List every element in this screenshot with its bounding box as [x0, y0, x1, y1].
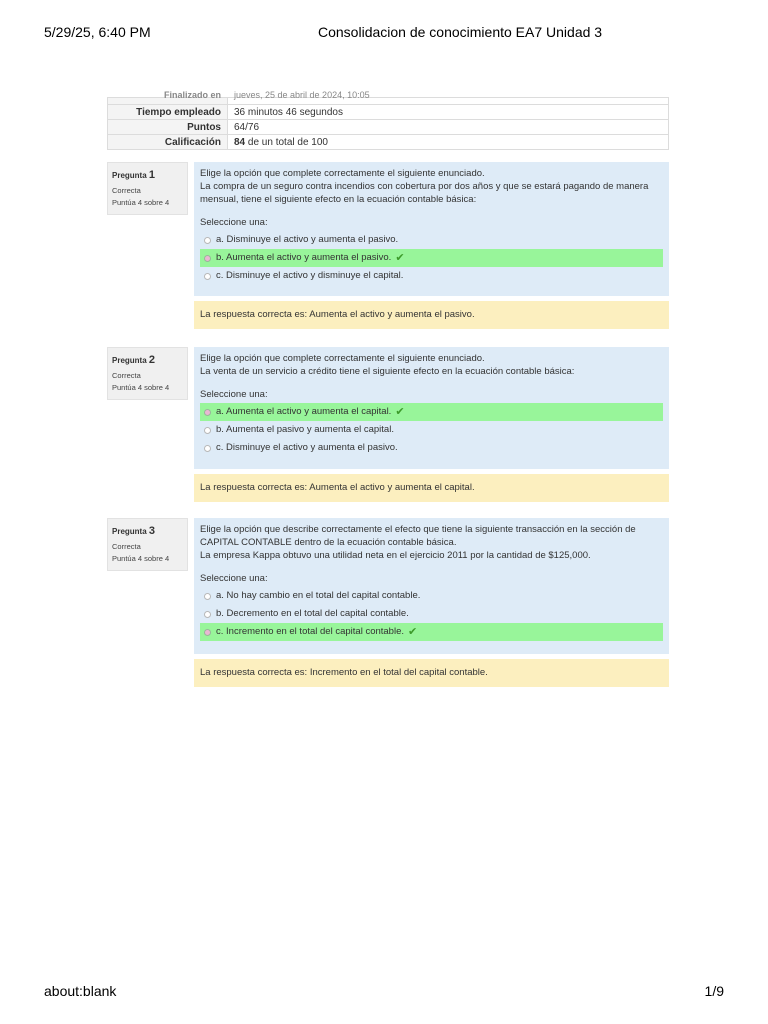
- question-info: [107, 518, 188, 571]
- radio-icon[interactable]: [204, 427, 211, 434]
- select-prompt: Seleccione una:: [200, 217, 268, 228]
- summary-value: [228, 135, 669, 150]
- grade-rest: de un total de 100: [245, 136, 328, 148]
- answer-option[interactable]: [200, 267, 663, 285]
- checkmark-icon: ✔: [395, 406, 405, 418]
- question-line: Elige la opción que complete correctamente el siguiente enunciado.: [200, 353, 485, 364]
- question-line: Elige la opción que complete correctamente el siguiente enunciado.: [200, 168, 485, 179]
- option-label: c. Incremento en el total del capital contable.: [216, 626, 405, 637]
- radio-icon[interactable]: [204, 273, 211, 280]
- question-state: Correcta: [112, 541, 141, 551]
- summary-key: Tiempo empleado: [108, 105, 228, 120]
- question-line: Elige la opción que describe correctamente el efecto que tiene la siguiente transacción en la sección de CAPITAL CONTABLE dentro de la ecuación contable básica.: [200, 524, 636, 548]
- summary-value: 36 minutos 46 segundos: [228, 105, 669, 120]
- question-text-panel: [194, 162, 669, 296]
- question-number: Pregunta 3: [112, 525, 156, 537]
- question-number: Pregunta 1: [112, 169, 156, 181]
- correct-answer-feedback: La respuesta correcta es: Incremento en el total del capital contable.: [194, 659, 669, 687]
- option-label: c. Disminuye el activo y aumenta el pasivo.: [216, 442, 398, 453]
- question-mark: Puntúa 4 sobre 4: [112, 197, 170, 207]
- print-url: about:blank: [44, 983, 117, 999]
- radio-icon[interactable]: [204, 611, 211, 618]
- option-label: a. No hay cambio en el total del capital contable.: [216, 590, 421, 601]
- answer-option-correct[interactable]: [200, 403, 663, 421]
- question-text-panel: [194, 347, 669, 469]
- option-label: b. Aumenta el activo y aumenta el pasivo.: [216, 252, 392, 263]
- answer-options: [200, 587, 663, 641]
- summary-row-time: [108, 105, 669, 120]
- select-prompt: Seleccione una:: [200, 389, 268, 400]
- summary-row-grade: [108, 135, 669, 150]
- select-prompt: Seleccione una:: [200, 573, 268, 584]
- radio-icon[interactable]: [204, 237, 211, 244]
- answer-option-correct[interactable]: [200, 249, 663, 267]
- answer-option[interactable]: [200, 421, 663, 439]
- print-datetime: 5/29/25, 6:40 PM: [44, 24, 151, 40]
- question-info: [107, 347, 188, 400]
- answer-option[interactable]: [200, 231, 663, 249]
- answer-options: [200, 231, 663, 285]
- summary-key: Calificación: [108, 135, 228, 150]
- checkmark-icon: ✔: [395, 252, 405, 264]
- answer-option[interactable]: [200, 605, 663, 623]
- question-line: La compra de un seguro contra incendios con cobertura por dos años y que se estará pagando de manera mensual, tiene el siguiente efecto en la ecuación contable básica:: [200, 181, 649, 205]
- option-label: c. Disminuye el activo y disminuye el capital.: [216, 270, 404, 281]
- question-info: [107, 162, 188, 215]
- question-text-panel: [194, 518, 669, 654]
- answer-option[interactable]: [200, 439, 663, 457]
- question-line: La empresa Kappa obtuvo una utilidad neta en el ejercicio 2011 por la cantidad de $125,000.: [200, 550, 591, 561]
- radio-selected-icon[interactable]: [204, 255, 211, 262]
- summary-value: 64/76: [228, 120, 669, 135]
- question-mark: Puntúa 4 sobre 4: [112, 382, 170, 392]
- summary-row-finished: [108, 98, 669, 105]
- radio-selected-icon[interactable]: [204, 409, 211, 416]
- radio-selected-icon[interactable]: [204, 629, 211, 636]
- question-state: Correcta: [112, 370, 141, 380]
- question-line: La venta de un servicio a crédito tiene el siguiente efecto en la ecuación contable básica:: [200, 366, 575, 377]
- radio-icon[interactable]: [204, 445, 211, 452]
- option-label: b. Decremento en el total del capital contable.: [216, 608, 409, 619]
- print-header: [0, 24, 768, 44]
- question-number: Pregunta 2: [112, 354, 156, 366]
- answer-option-correct[interactable]: [200, 623, 663, 641]
- radio-icon[interactable]: [204, 593, 211, 600]
- answer-option[interactable]: [200, 587, 663, 605]
- correct-answer-feedback: La respuesta correcta es: Aumenta el activo y aumenta el pasivo.: [194, 301, 669, 329]
- answer-options: [200, 403, 663, 457]
- question-mark: Puntúa 4 sobre 4: [112, 553, 170, 563]
- print-footer: [0, 983, 768, 1003]
- option-label: a. Disminuye el activo y aumenta el pasivo.: [216, 234, 399, 245]
- grade-value: 84: [234, 136, 246, 148]
- summary-row-points: [108, 120, 669, 135]
- attempt-summary-table: [107, 90, 669, 150]
- summary-key: Finalizado en: [163, 90, 221, 100]
- question-state: Correcta: [112, 185, 141, 195]
- summary-value: jueves, 25 de abril de 2024, 10:05: [234, 90, 370, 100]
- option-label: a. Aumenta el activo y aumenta el capital.: [216, 406, 392, 417]
- correct-answer-feedback: La respuesta correcta es: Aumenta el activo y aumenta el capital.: [194, 474, 669, 502]
- summary-key: Puntos: [108, 120, 228, 135]
- option-label: b. Aumenta el pasivo y aumenta el capital.: [216, 424, 394, 435]
- print-title: Consolidacion de conocimiento EA7 Unidad 3: [318, 24, 603, 40]
- checkmark-icon: ✔: [408, 626, 418, 638]
- print-page-number: 1/9: [704, 983, 724, 999]
